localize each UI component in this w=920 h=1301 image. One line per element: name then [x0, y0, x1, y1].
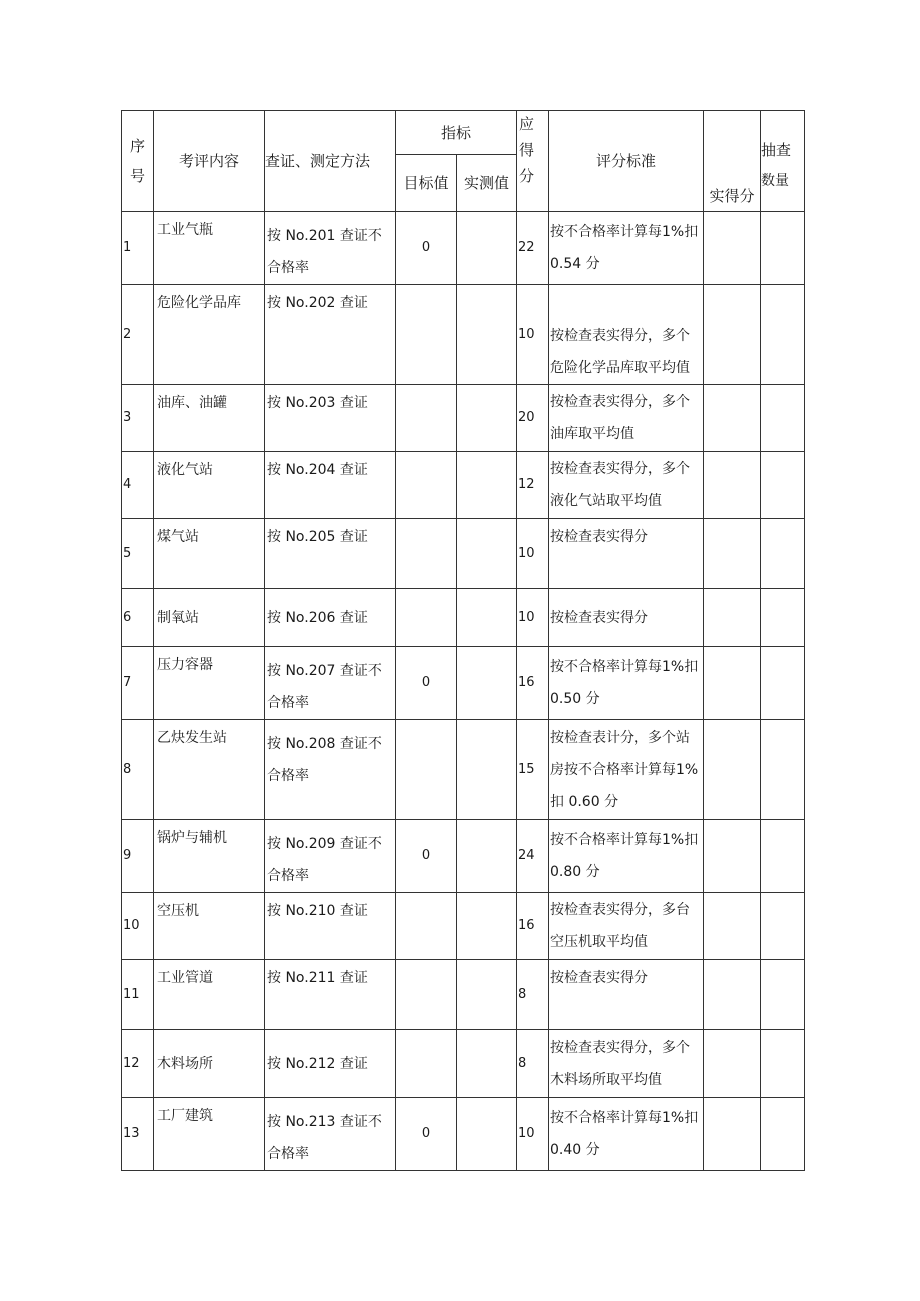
row-content: 工业管道 — [154, 960, 265, 1030]
header-target: 目标值 — [396, 155, 457, 212]
row-actual — [704, 720, 761, 820]
row-actual — [704, 285, 761, 385]
row-criteria: 按检查表实得分 — [549, 960, 704, 1030]
row-sample — [761, 589, 805, 647]
row-actual — [704, 519, 761, 589]
row-sample — [761, 452, 805, 519]
row-content: 乙炔发生站 — [154, 720, 265, 820]
row-criteria: 按检查表实得分 — [549, 589, 704, 647]
header-seq: 序 号 — [122, 111, 154, 212]
table-row — [122, 960, 805, 1030]
row-criteria: 按检查表实得分，多个危险化学品库取平均值 — [549, 285, 704, 385]
row-measured — [457, 285, 517, 385]
row-criteria: 按不合格率计算每1%扣 0.80 分 — [549, 820, 704, 893]
table-row — [122, 893, 805, 960]
row-no: 8 — [122, 720, 154, 820]
row-target — [396, 285, 457, 385]
row-measured — [457, 720, 517, 820]
row-score: 16 — [517, 893, 549, 960]
row-no: 5 — [122, 519, 154, 589]
row-no: 10 — [122, 893, 154, 960]
row-target — [396, 519, 457, 589]
row-sample — [761, 212, 805, 285]
row-target: 0 — [396, 1098, 457, 1171]
row-score: 20 — [517, 385, 549, 452]
table-row — [122, 1030, 805, 1098]
table-row — [122, 589, 805, 647]
row-criteria: 按检查表计分，多个站房按不合格率计算每1%扣 0.60 分 — [549, 720, 704, 820]
row-no: 1 — [122, 212, 154, 285]
row-score: 8 — [517, 960, 549, 1030]
row-target — [396, 893, 457, 960]
row-sample — [761, 285, 805, 385]
row-no: 4 — [122, 452, 154, 519]
row-sample — [761, 960, 805, 1030]
table-row — [122, 212, 805, 285]
row-measured — [457, 960, 517, 1030]
row-sample — [761, 893, 805, 960]
row-measured — [457, 519, 517, 589]
row-actual — [704, 893, 761, 960]
table-row — [122, 720, 805, 820]
row-criteria: 按检查表实得分，多台空压机取平均值 — [549, 893, 704, 960]
row-measured — [457, 385, 517, 452]
row-method: 按 No.201 查证不合格率 — [265, 212, 396, 285]
row-sample — [761, 1098, 805, 1171]
row-content: 液化气站 — [154, 452, 265, 519]
row-content: 工厂建筑 — [154, 1098, 265, 1171]
row-actual — [704, 212, 761, 285]
header-method: 查证、测定方法 — [265, 111, 396, 212]
row-content: 制氧站 — [154, 589, 265, 647]
row-content: 油库、油罐 — [154, 385, 265, 452]
row-score: 15 — [517, 720, 549, 820]
row-target — [396, 720, 457, 820]
row-actual — [704, 452, 761, 519]
row-actual — [704, 1098, 761, 1171]
table-row — [122, 647, 805, 720]
row-sample — [761, 820, 805, 893]
row-score: 10 — [517, 519, 549, 589]
header-actual: 实得分 — [704, 111, 761, 212]
row-target — [396, 385, 457, 452]
header-score: 应 得 分 — [517, 111, 549, 212]
row-criteria: 按不合格率计算每1%扣 0.40 分 — [549, 1098, 704, 1171]
row-score: 12 — [517, 452, 549, 519]
row-sample — [761, 385, 805, 452]
row-criteria: 按检查表实得分，多个油库取平均值 — [549, 385, 704, 452]
row-measured — [457, 212, 517, 285]
row-actual — [704, 1030, 761, 1098]
row-method: 按 No.212 查证 — [265, 1030, 396, 1098]
header-indicator: 指标 — [396, 111, 517, 155]
row-target — [396, 960, 457, 1030]
row-actual — [704, 960, 761, 1030]
row-criteria: 按检查表实得分，多个液化气站取平均值 — [549, 452, 704, 519]
row-no: 6 — [122, 589, 154, 647]
row-method: 按 No.211 查证 — [265, 960, 396, 1030]
header-content: 考评内容 — [154, 111, 265, 212]
row-target — [396, 1030, 457, 1098]
row-method: 按 No.206 查证 — [265, 589, 396, 647]
row-criteria: 按检查表实得分，多个木料场所取平均值 — [549, 1030, 704, 1098]
row-criteria: 按检查表实得分 — [549, 519, 704, 589]
row-target — [396, 589, 457, 647]
row-sample — [761, 1030, 805, 1098]
row-measured — [457, 647, 517, 720]
row-measured — [457, 1098, 517, 1171]
row-target: 0 — [396, 820, 457, 893]
row-content: 锅炉与辅机 — [154, 820, 265, 893]
assessment-table — [121, 110, 805, 1171]
table-row — [122, 820, 805, 893]
row-target: 0 — [396, 212, 457, 285]
row-criteria: 按不合格率计算每1%扣 0.50 分 — [549, 647, 704, 720]
row-content: 空压机 — [154, 893, 265, 960]
row-method: 按 No.213 查证不合格率 — [265, 1098, 396, 1171]
row-method: 按 No.205 查证 — [265, 519, 396, 589]
row-score: 24 — [517, 820, 549, 893]
row-content: 工业气瓶 — [154, 212, 265, 285]
row-target — [396, 452, 457, 519]
row-method: 按 No.207 查证不合格率 — [265, 647, 396, 720]
row-content: 木料场所 — [154, 1030, 265, 1098]
row-actual — [704, 820, 761, 893]
row-criteria: 按不合格率计算每1%扣 0.54 分 — [549, 212, 704, 285]
row-sample — [761, 647, 805, 720]
row-measured — [457, 893, 517, 960]
row-actual — [704, 385, 761, 452]
row-score: 10 — [517, 589, 549, 647]
row-method: 按 No.210 查证 — [265, 893, 396, 960]
row-measured — [457, 589, 517, 647]
row-score: 22 — [517, 212, 549, 285]
row-no: 9 — [122, 820, 154, 893]
row-no: 12 — [122, 1030, 154, 1098]
row-method: 按 No.208 查证不合格率 — [265, 720, 396, 820]
row-score: 16 — [517, 647, 549, 720]
row-method: 按 No.209 查证不合格率 — [265, 820, 396, 893]
table-row — [122, 519, 805, 589]
row-actual — [704, 589, 761, 647]
row-content: 危险化学品库 — [154, 285, 265, 385]
row-sample — [761, 720, 805, 820]
table-row — [122, 1098, 805, 1171]
row-content: 煤气站 — [154, 519, 265, 589]
row-measured — [457, 820, 517, 893]
table-row — [122, 285, 805, 385]
row-no: 11 — [122, 960, 154, 1030]
row-score: 10 — [517, 1098, 549, 1171]
table-row — [122, 385, 805, 452]
row-no: 13 — [122, 1098, 154, 1171]
row-method: 按 No.203 查证 — [265, 385, 396, 452]
row-measured — [457, 452, 517, 519]
header-criteria: 评分标准 — [549, 111, 704, 212]
row-actual — [704, 647, 761, 720]
row-method: 按 No.202 查证 — [265, 285, 396, 385]
row-method: 按 No.204 查证 — [265, 452, 396, 519]
row-score: 8 — [517, 1030, 549, 1098]
row-score: 10 — [517, 285, 549, 385]
header-sample: 抽查 数量 — [761, 111, 805, 212]
row-no: 2 — [122, 285, 154, 385]
row-no: 3 — [122, 385, 154, 452]
row-no: 7 — [122, 647, 154, 720]
row-target: 0 — [396, 647, 457, 720]
row-content: 压力容器 — [154, 647, 265, 720]
row-measured — [457, 1030, 517, 1098]
row-sample — [761, 519, 805, 589]
table-row — [122, 452, 805, 519]
header-measured: 实测值 — [457, 155, 517, 212]
